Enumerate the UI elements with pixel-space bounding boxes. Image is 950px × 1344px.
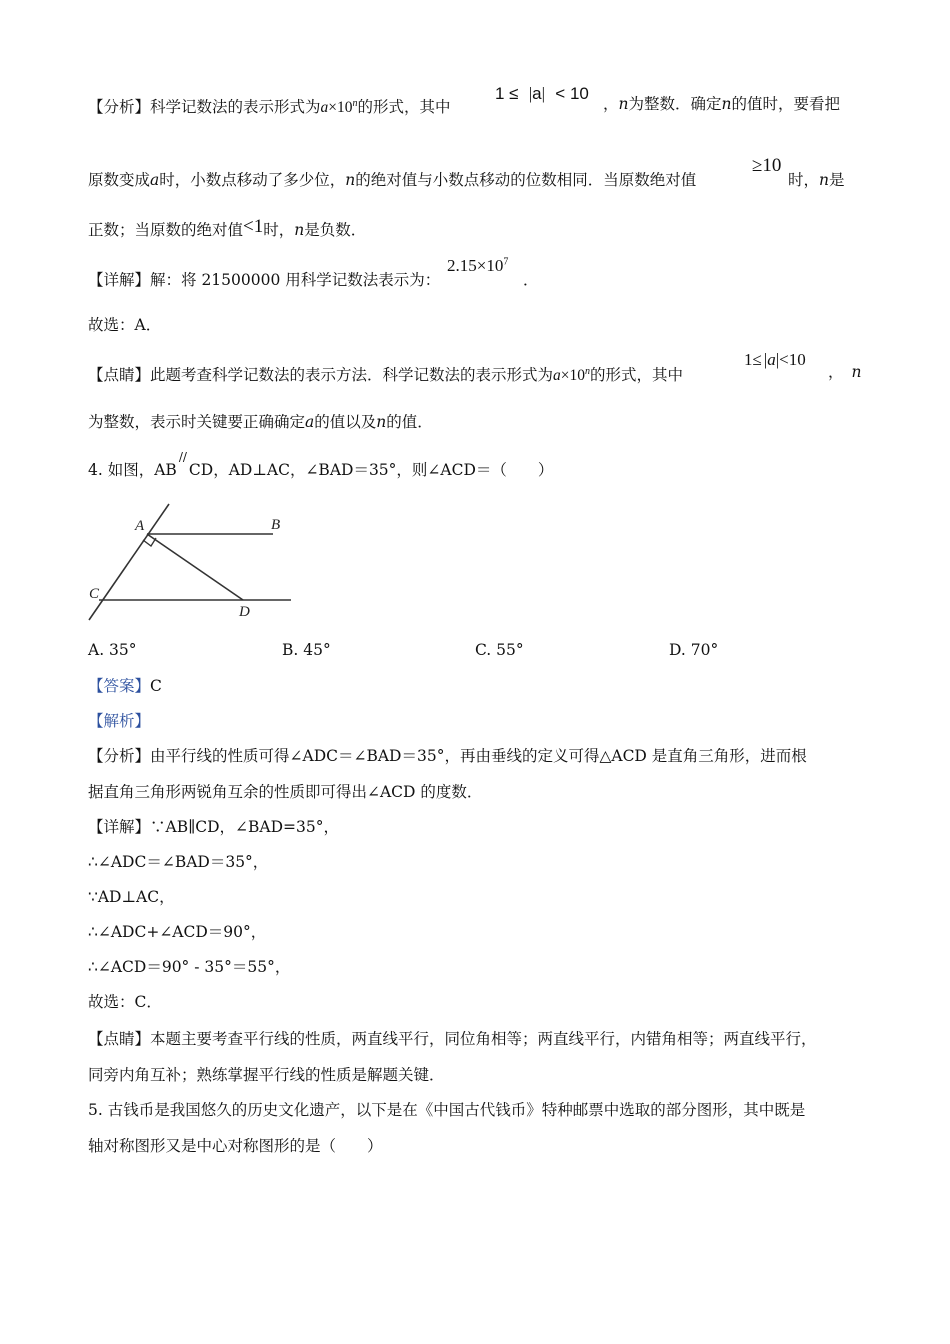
q4-answer-line <box>88 676 162 696</box>
q3-comment-condition: 1≤ |a|<10 <box>744 350 806 369</box>
q3-analysis-line-2-tail: 时，n是 <box>788 171 845 189</box>
ge10-formula: ≥10 <box>752 155 782 176</box>
q4-step-4: ∴∠ADC+∠ACD＝90°， <box>88 923 267 941</box>
line-ac <box>89 504 169 620</box>
q4-comment-line-1: 【点睛】本题主要考查平行线的性质，两直线平行，同位角相等；两直线平行，内错角相等；两直线平行， <box>88 1030 817 1048</box>
q4-comment-label: 【点睛】 <box>88 1030 151 1048</box>
q4-option-d: D. 70° <box>669 641 719 659</box>
q3-detail-line: 【详解】解：将 21500000 用科学记数法表示为： <box>88 271 441 289</box>
q3-analysis-line-2: 原数变成a时，小数点移动了多少位，n的绝对值与小数点移动的位数相同．当原数绝对值 <box>88 171 697 189</box>
q3-analysis-line-1: 【分析】科学记数法的表示形式为$a\times 10^n$的形式，其中 <box>88 98 451 117</box>
q5-stem-line-1: 5. 古钱币是我国悠久的历史文化遗产，以下是在《中国古代钱币》特种邮票中选取的部分图形，其中既是 <box>88 1101 806 1119</box>
q3-comment-line-1: 【点睛】此题考查科学记数法的表示方法．科学记数法的表示形式为$a\times 10^n$的形式，其中 <box>88 366 684 385</box>
q4-answer-label: 【答案】 <box>88 677 151 695</box>
q3-detail-label: 【详解】 <box>88 271 151 289</box>
q4-step-1: 【详解】∵AB∥CD，∠BAD=35°， <box>88 818 340 836</box>
q4-solution-label: 【解析】 <box>88 712 151 730</box>
q3-detail-end: ． <box>523 271 539 289</box>
q4-option-a: A. 35° <box>88 641 137 659</box>
q4-option-b: B. 45° <box>282 641 331 659</box>
q3-comment-line-1-tail: ， n <box>828 363 862 381</box>
q4-step-2: ∴∠ADC＝∠BAD＝35°， <box>88 853 269 871</box>
q4-option-c: C. 55° <box>475 641 524 659</box>
q4-analysis-line-1: 【分析】由平行线的性质可得∠ADC＝∠BAD＝35°，再由垂线的定义可得△ACD 是直角三角形，进而根 <box>88 747 807 765</box>
q5-stem-line-2: 轴对称图形又是中心对称图形的是（ ） <box>88 1137 383 1155</box>
label-d: D <box>239 604 250 620</box>
q3-detail-value: $2.15\times 10^7$ <box>447 256 509 275</box>
line-ad <box>147 534 243 600</box>
label-c: C <box>89 586 100 602</box>
q4-analysis-label: 【分析】 <box>88 747 151 765</box>
q3-analysis-line-1-tail: ，n为整数．确定n的值时，要看把 <box>603 95 841 113</box>
q3-condition-formula: 1 ≤ |a| < 10 <box>495 84 589 103</box>
label-b: B <box>271 517 281 533</box>
q4-answer: C <box>150 677 162 695</box>
label-a: A <box>135 518 145 534</box>
lt1-formula: <1 <box>243 216 264 237</box>
q3-choice: 故选：A． <box>88 316 162 334</box>
parallel-symbol: // <box>178 450 187 464</box>
q4-stem: 4. 如图，AB//CD，AD⊥AC，∠BAD＝35°，则∠ACD＝（ ） <box>88 450 554 479</box>
q3-comment-label: 【点睛】 <box>88 366 151 385</box>
q4-step-3: ∵AD⊥AC， <box>88 888 175 906</box>
q4-choice: 故选：C． <box>88 993 162 1011</box>
q3-analysis-text: 科学记数法的表示形式为 <box>150 98 321 117</box>
q3-comment-line-2: 为整数，表示时关键要正确确定a的值以及n的值． <box>88 413 433 431</box>
q3-analysis-line-3: 正数；当原数的绝对值<1时，n是负数． <box>88 216 367 239</box>
q4-detail-label: 【详解】 <box>88 818 151 836</box>
sci-form: $a\times 10^n$ <box>320 98 358 117</box>
q4-analysis-line-2: 据直角三角形两锐角互余的性质即可得出∠ACD 的度数． <box>88 783 483 801</box>
q4-comment-line-2: 同旁内角互补；熟练掌握平行线的性质是解题关键． <box>88 1066 445 1084</box>
q4-figure <box>85 500 300 625</box>
q3-analysis-label: 【分析】 <box>88 98 151 117</box>
q4-step-5: ∴∠ACD＝90° - 35°＝55°， <box>88 958 291 976</box>
